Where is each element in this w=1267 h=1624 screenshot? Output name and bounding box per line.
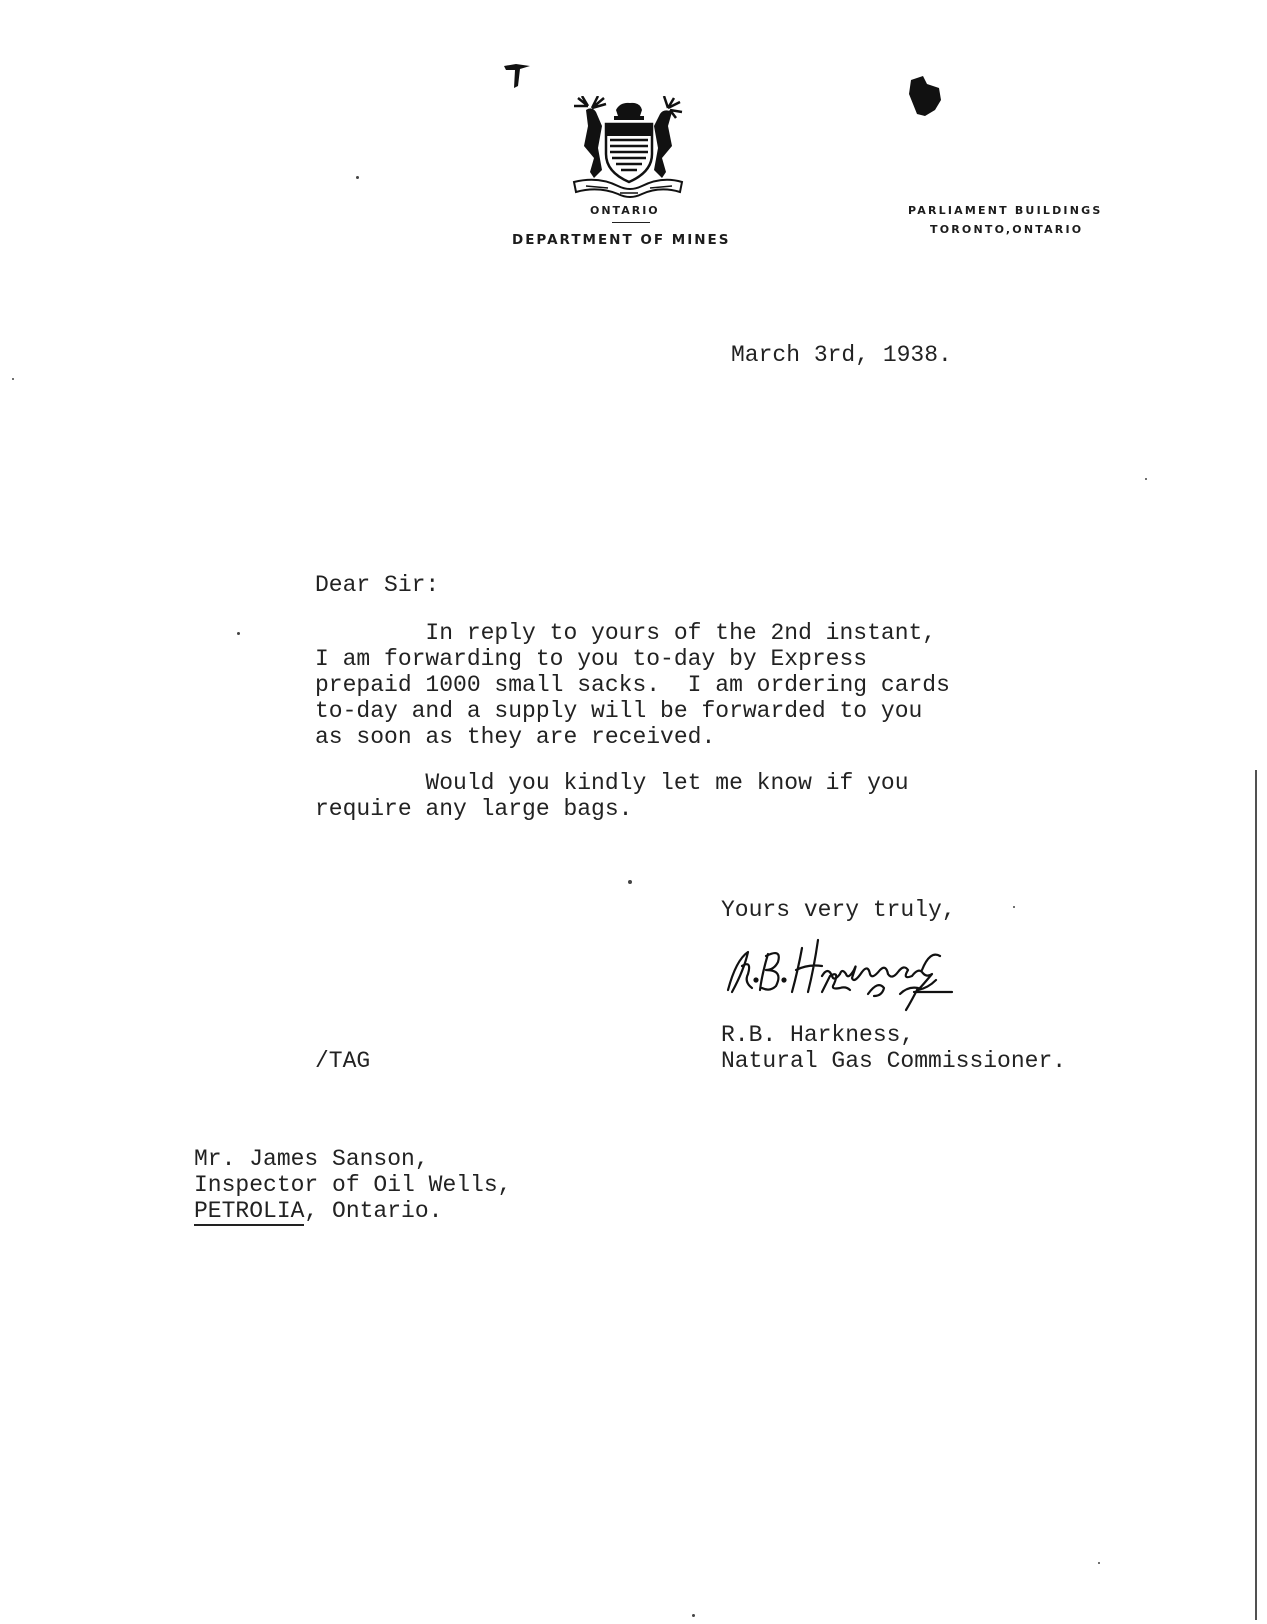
scan-edge-line [1255, 770, 1257, 1620]
letter-salutation: Dear Sir: [315, 572, 440, 598]
scan-speck [628, 880, 632, 884]
handwritten-signature [722, 930, 982, 1020]
ink-blot-icon [905, 74, 945, 124]
letter-paragraph-2: Would you kindly let me know if you require any large bags. [315, 770, 909, 822]
letter-date: March 3rd, 1938. [731, 342, 952, 368]
scan-speck [237, 632, 240, 635]
addressee-title: Inspector of Oil Wells, [194, 1172, 512, 1198]
letterhead-province: ONTARIO [590, 204, 660, 217]
letter-paragraph-1: In reply to yours of the 2nd instant, I am forwarding to you to-day by Express prepaid 1000 small sacks. I am ordering cards to-day and a supply will be forwarded to you as soon as they are received. [315, 620, 950, 750]
scan-speck [1098, 1562, 1100, 1564]
addressee-location [194, 1198, 442, 1224]
letterhead-department: DEPARTMENT OF MINES [512, 232, 731, 248]
letter-closing: Yours very truly, [721, 897, 956, 923]
signer-name: R.B. Harkness, [721, 1022, 915, 1048]
addressee-province: , Ontario. [304, 1198, 443, 1224]
scan-speck [356, 176, 359, 179]
scan-speck [12, 378, 14, 380]
letterhead-address-line1: PARLIAMENT BUILDINGS [908, 204, 1103, 217]
coat-of-arms-icon [568, 96, 688, 200]
scan-speck [692, 1614, 695, 1617]
signer-title: Natural Gas Commissioner. [721, 1048, 1067, 1074]
addressee-name: Mr. James Sanson, [194, 1146, 429, 1172]
letterhead-rule [612, 222, 650, 223]
addressee-city: PETROLIA [194, 1198, 305, 1224]
ink-mark-icon [502, 60, 532, 92]
scan-speck [1145, 478, 1147, 480]
scan-speck [1013, 906, 1015, 908]
typist-initials: /TAG [315, 1048, 371, 1074]
letterhead-address-line2: TORONTO,ONTARIO [930, 223, 1084, 236]
